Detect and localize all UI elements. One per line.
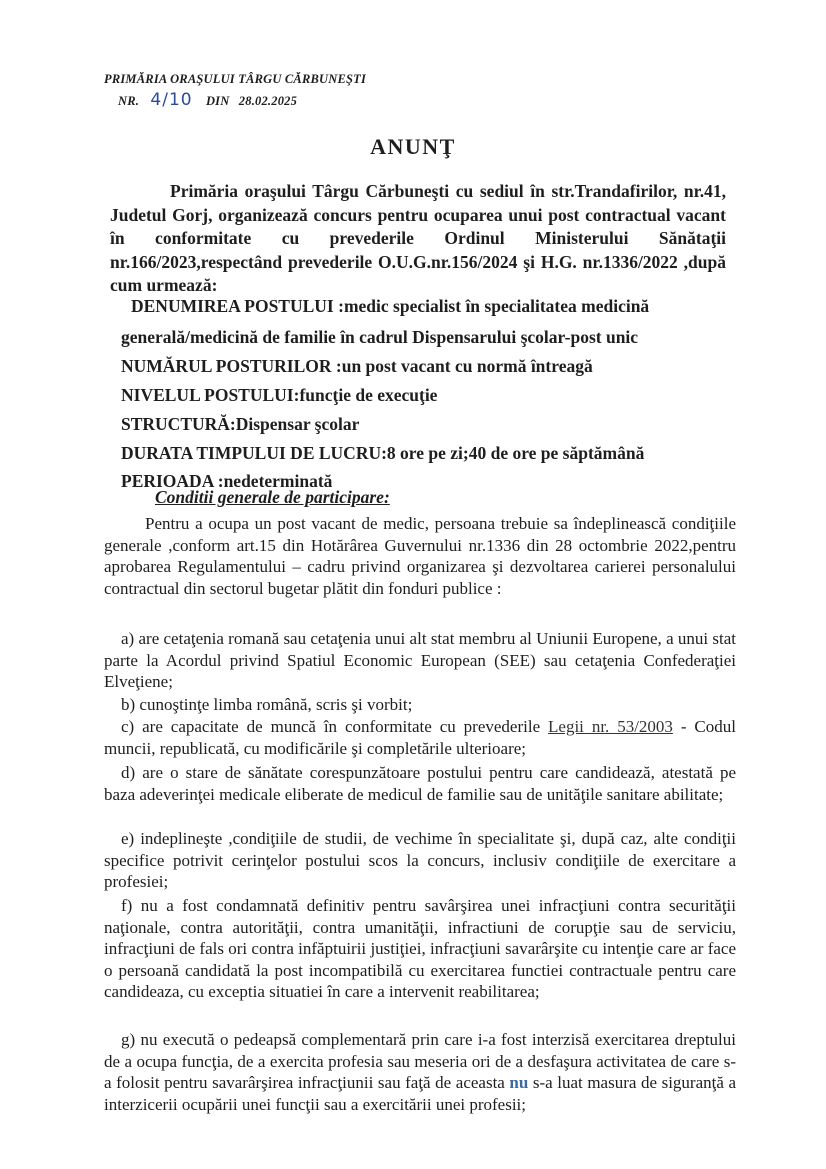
condition-c-text: c) are capacitate de muncă în conformitate cu prevederile	[121, 717, 549, 736]
registration-line	[118, 90, 297, 110]
condition-a	[104, 628, 736, 693]
law-link[interactable]: Legii nr. 53/2003	[548, 717, 673, 736]
condition-e	[104, 828, 736, 893]
field-denumire-2: generală/medicină de familie în cadrul Dispensarului şcolar-post unic	[121, 327, 639, 347]
field-nivel: NIVELUL POSTULUI:funcţie de execuţie	[121, 385, 438, 405]
condition-g-tail: s-a luat masura de siguranţă a interzicerii ocupării unei funcţii sau a exercitării unei profesii;	[104, 1073, 736, 1114]
intro-paragraph	[110, 180, 726, 298]
condition-b-text: b) cunoştinţe limba română, scris şi vorbit;	[121, 695, 413, 714]
field-denumire-1: DENUMIREA POSTULUI :medic specialist în specialitatea medicină	[131, 296, 650, 316]
condition-a-text: a) are cetaţenia romană sau cetaţenia unui alt stat membru al Uniunii Europene, a unui stat parte la Acordul privind Spatiul Economic European (SEE) sau cetaţenia Confederaţiei Elveţiene;	[104, 629, 736, 692]
condition-d-text: d) are o stare de sănătate corespunzătoare postului pentru care candidează, atestată pe baza adeverinţei medicale eliberate de medicul de familie sau de unităţile sanitare abilitate;	[104, 763, 736, 804]
condition-c-tail: - Codul muncii, republicată, cu modificările şi completările ulterioare;	[104, 717, 736, 758]
condition-e-text: e) indeplineşte ,condiţiile de studii, de vechime în specialitate şi, după caz, alte condiţii specifice potrivit cerinţelor postului scos la concurs, inclusiv condiţiile de exercitare a profesiei;	[104, 829, 736, 892]
condition-f-text: f) nu a fost condamnată definitiv pentru savârşirea unei infracţiuni contra securităţii naţionale, contra autorităţii, contra umanităţii, infractiuni de corupţie sau de serviciu, infracţiuni de fals ori contra infăptuirii justiţiei, infracţiuni savarârşite cu intenţie care ar face o persoană candidată la post incompatibilă cu exercitarea functiei contractuale pentru care candideaza, cu exceptia situatiei în care a intervenit reabilitarea;	[104, 896, 736, 1002]
handwritten-number: 4/10	[150, 90, 193, 110]
intro-text: Primăria oraşului Târgu Cărbuneşti cu sediul în str.Trandafirilor, nr.41, Judetul Gorj, organizează concurs pentru ocuparea unui post contractual vacant în conformitate cu prevederile Ordinul Ministerului Sănătaţii nr.166/2023,respectând prevederile O.U.G.nr.156/2024 şi H.G. nr.1336/2022 ,după cum urmează:	[110, 181, 726, 295]
nr-label: NR.	[118, 94, 140, 108]
field-durata: DURATA TIMPULUI DE LUCRU:8 ore pe zi;40 de ore pe săptămână	[121, 443, 645, 463]
condition-g-nu: nu	[509, 1073, 529, 1093]
condition-c	[104, 716, 736, 759]
din-label: DIN	[205, 94, 230, 108]
condition-g	[104, 1029, 736, 1115]
conditions-intro	[104, 513, 736, 599]
condition-d	[104, 762, 736, 805]
condition-g-text: g) nu execută o pedeapsă complementară prin care i-a fost interzisă exercitarea dreptului de a ocupa funcţia, de a exercita profesia sau meseria ori de a desfaşura activitatea de care s-a folosit pentru savarârşirea infracţiunii sau faţă de aceasta	[104, 1030, 736, 1093]
field-structura: STRUCTURĂ:Dispensar şcolar	[121, 414, 360, 434]
field-perioada: PERIOADA :nedeterminată	[121, 471, 333, 491]
condition-b	[104, 694, 736, 716]
conditions-intro-text: Pentru a ocupa un post vacant de medic, persoana trebuie sa îndeplinească condiţiile generale ,conform art.15 din Hotărârea Guvernului nr.1336 din 28 octombrie 2022,pentru aprobarea Regulamentului – cadru privind organizarea şi dezvoltarea carierei personalului contractual din sectorul bugetar plătit din fonduri publice :	[104, 514, 736, 598]
document-date: 28.02.2025	[238, 94, 298, 108]
institution-header: PRIMĂRIA ORAŞULUI TÂRGU CĂRBUNEŞTI	[104, 72, 367, 86]
document-title: ANUNŢ	[370, 134, 456, 159]
condition-f	[104, 895, 736, 1003]
conditions-heading: Conditii generale de participare:	[155, 487, 390, 507]
field-numar: NUMĂRUL POSTURILOR :un post vacant cu normă întreagă	[121, 356, 593, 376]
